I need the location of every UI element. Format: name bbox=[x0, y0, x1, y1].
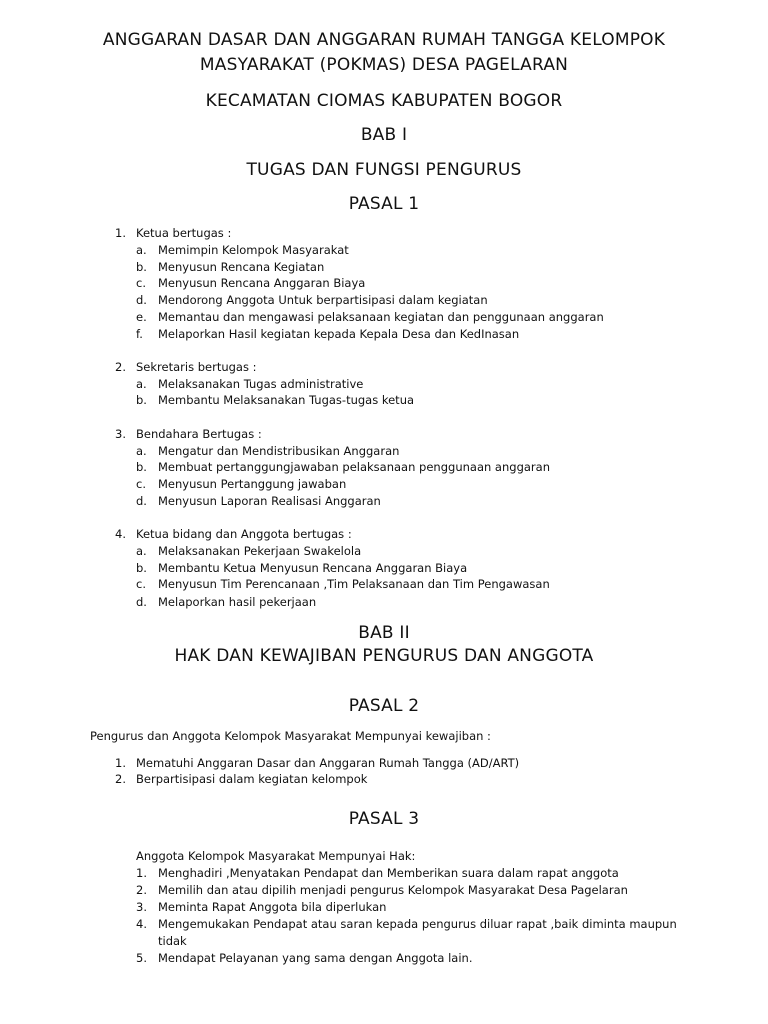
list-number: 4. bbox=[115, 527, 126, 541]
sub-list-marker: b. bbox=[136, 260, 147, 274]
sub-list-marker: d. bbox=[136, 595, 147, 609]
list-number: 1. bbox=[136, 866, 147, 880]
list-number: 2. bbox=[136, 883, 147, 897]
sub-list-marker: c. bbox=[136, 477, 146, 491]
sub-list-marker: d. bbox=[136, 293, 147, 307]
pasal3-intro: Anggota Kelompok Masyarakat Mempunyai Hak: bbox=[136, 849, 416, 863]
sub-list-item: Memimpin Kelompok Masyarakat bbox=[158, 243, 349, 257]
list-item: Mendapat Pelayanan yang sama dengan Anggota lain. bbox=[158, 951, 473, 965]
sub-list-item: Menyusun Tim Perencanaan ,Tim Pelaksanaan dan Tim Pengawasan bbox=[158, 577, 550, 591]
sub-list-item: Memantau dan mengawasi pelaksanaan kegiatan dan penggunaan anggaran bbox=[158, 310, 604, 324]
list-number: 5. bbox=[136, 951, 147, 965]
bab1-title: TUGAS DAN FUNGSI PENGURUS bbox=[246, 160, 522, 180]
list-number: 3. bbox=[136, 900, 147, 914]
sub-list-item: Melaksanakan Tugas administrative bbox=[158, 377, 364, 391]
sub-list-marker: e. bbox=[136, 310, 147, 324]
list-number: 2. bbox=[115, 772, 126, 786]
sub-list-item: Membuat pertanggungjawaban pelaksanaan penggunaan anggaran bbox=[158, 460, 550, 474]
list-item-label: Ketua bertugas : bbox=[136, 226, 232, 240]
sub-list-item: Menyusun Pertanggung jawaban bbox=[158, 477, 347, 491]
sub-list-marker: b. bbox=[136, 393, 147, 407]
bab2-heading: BAB II bbox=[358, 623, 410, 643]
list-item-label: Bendahara Bertugas : bbox=[136, 427, 262, 441]
document-title-line-1: ANGGARAN DASAR DAN ANGGARAN RUMAH TANGGA KELOMPOK bbox=[102, 30, 666, 50]
sub-list-marker: b. bbox=[136, 460, 147, 474]
sub-list-item: Menyusun Rencana Kegiatan bbox=[158, 260, 325, 274]
list-number: 2. bbox=[115, 360, 126, 374]
bab2-title: HAK DAN KEWAJIBAN PENGURUS DAN ANGGOTA bbox=[174, 646, 594, 666]
sub-list-marker: f. bbox=[136, 327, 143, 341]
list-item-continuation: tidak bbox=[158, 934, 187, 948]
sub-list-marker: a. bbox=[136, 377, 147, 391]
list-item-label: Sekretaris bertugas : bbox=[136, 360, 257, 374]
list-item: Mematuhi Anggaran Dasar dan Anggaran Rumah Tangga (AD/ART) bbox=[136, 756, 520, 770]
sub-list-item: Membantu Melaksanakan Tugas-tugas ketua bbox=[158, 393, 415, 407]
sub-list-marker: d. bbox=[136, 494, 147, 508]
sub-list-marker: c. bbox=[136, 577, 146, 591]
pasal1-heading: PASAL 1 bbox=[348, 194, 420, 214]
sub-list-item: Melaporkan Hasil kegiatan kepada Kepala Desa dan KedInasan bbox=[158, 327, 520, 341]
sub-list-item: Melaporkan hasil pekerjaan bbox=[158, 595, 317, 609]
sub-list-item: Melaksanakan Pekerjaan Swakelola bbox=[158, 544, 362, 558]
list-item-label: Ketua bidang dan Anggota bertugas : bbox=[136, 527, 352, 541]
list-number: 1. bbox=[115, 226, 126, 240]
sub-list-item: Membantu Ketua Menyusun Rencana Anggaran Biaya bbox=[158, 561, 468, 575]
list-item: Memilih dan atau dipilih menjadi pengurus Kelompok Masyarakat Desa Pagelaran bbox=[158, 883, 628, 897]
sub-list-marker: a. bbox=[136, 544, 147, 558]
document-subtitle: KECAMATAN CIOMAS KABUPATEN BOGOR bbox=[205, 91, 563, 111]
pasal2-heading: PASAL 2 bbox=[348, 696, 420, 716]
sub-list-item: Mengatur dan Mendistribusikan Anggaran bbox=[158, 444, 400, 458]
bab1-heading: BAB I bbox=[360, 125, 408, 145]
list-number: 3. bbox=[115, 427, 126, 441]
sub-list-item: Mendorong Anggota Untuk berpartisipasi dalam kegiatan bbox=[158, 293, 488, 307]
pasal2-intro: Pengurus dan Anggota Kelompok Masyarakat Mempunyai kewajiban : bbox=[90, 729, 491, 743]
list-number: 1. bbox=[115, 756, 126, 770]
list-item: Mengemukakan Pendapat atau saran kepada pengurus diluar rapat ,baik diminta maupun bbox=[158, 917, 677, 931]
sub-list-marker: b. bbox=[136, 561, 147, 575]
sub-list-item: Menyusun Laporan Realisasi Anggaran bbox=[158, 494, 381, 508]
sub-list-marker: a. bbox=[136, 444, 147, 458]
sub-list-marker: c. bbox=[136, 276, 146, 290]
pasal3-heading: PASAL 3 bbox=[348, 809, 420, 829]
document-title-line-2: MASYARAKAT (POKMAS) DESA PAGELARAN bbox=[199, 55, 569, 75]
list-item: Berpartisipasi dalam kegiatan kelompok bbox=[136, 772, 368, 786]
list-number: 4. bbox=[136, 917, 147, 931]
sub-list-item: Menyusun Rencana Anggaran Biaya bbox=[158, 276, 366, 290]
list-item: Meminta Rapat Anggota bila diperlukan bbox=[158, 900, 387, 914]
sub-list-marker: a. bbox=[136, 243, 147, 257]
list-item: Menghadiri ,Menyatakan Pendapat dan Memberikan suara dalam rapat anggota bbox=[158, 866, 619, 880]
